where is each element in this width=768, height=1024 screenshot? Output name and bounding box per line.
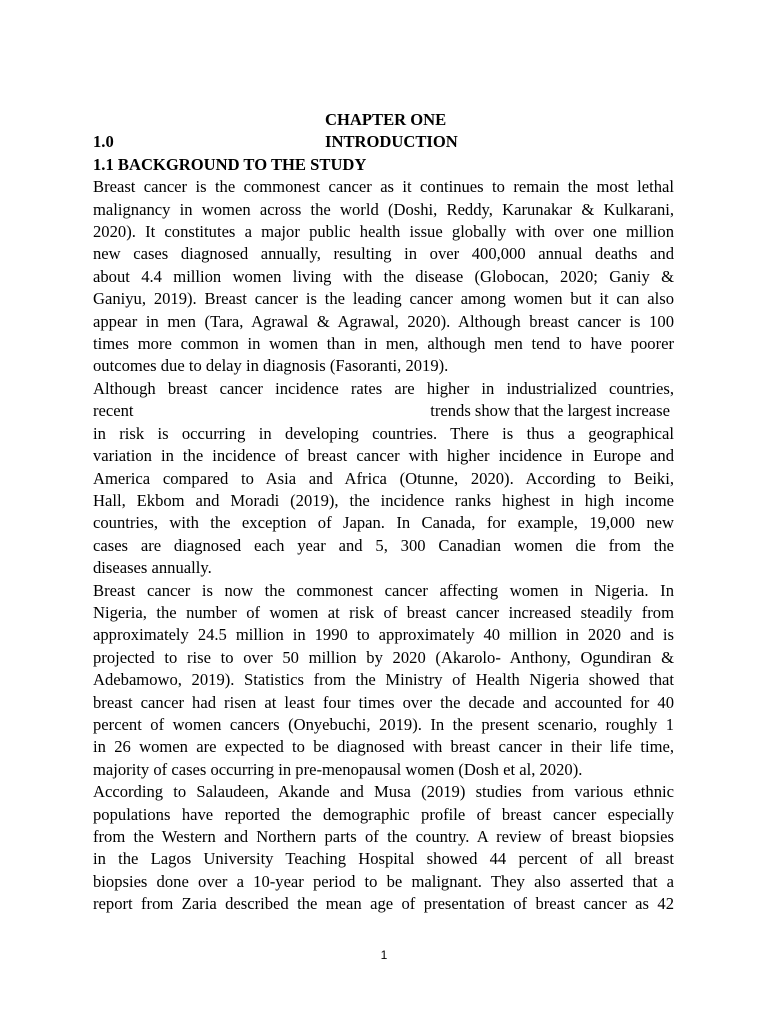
text-line: majority of cases occurring in pre-menopausal women (Dosh et al, 2020). [93,759,583,779]
paragraph-2 [93,378,674,580]
text-line: projected to rise to over 50 million by 2020 (Akarolo- Anthony, Ogundiran & [93,647,674,667]
chapter-title: CHAPTER ONE [325,110,447,129]
text-fragment: recent [93,401,134,421]
paragraph-1 [93,176,674,378]
document-body [93,109,674,916]
text-line: Hall, Ekbom and Moradi (2019), the incidence ranks highest in high income [93,490,674,510]
text-line: times more common in women than in men, although men tend to have poorer [93,334,674,354]
text-line: in the Lagos University Teaching Hospital showed 44 percent of all breast [93,849,674,869]
text-line: populations have reported the demographic profile of breast cancer especially [93,804,674,824]
text-line: Ganiyu, 2019). Breast cancer is the leading cancer among women but it can also [93,289,674,309]
text-line: in risk is occurring in developing countries. There is thus a geographical [93,423,674,443]
text-line: 2020). It constitutes a major public health issue globally with over one million [93,222,674,242]
text-line: biopsies done over a 10-year period to be malignant. They also asserted that a [93,871,674,891]
text-line: new cases diagnosed annually, resulting in over 400,000 annual deaths and [93,244,674,264]
text-line: report from Zaria described the mean age of presentation of breast cancer as 42 [93,894,674,914]
section-heading: 1.1 BACKGROUND TO THE STUDY [93,154,367,174]
text-line: Breast cancer is now the commonest cancer affecting women in Nigeria. In [93,580,674,600]
text-fragment: trends show that the largest increase [430,401,670,421]
text-line: diseases annually. [93,558,212,578]
text-line: Adebamowo, 2019). Statistics from the Ministry of Health Nigeria showed that [93,670,674,690]
text-line: According to Salaudeen, Akande and Musa (2019) studies from various ethnic [93,782,674,802]
text-line: appear in men (Tara, Agrawal & Agrawal, 2020). Although breast cancer is 100 [93,311,674,331]
chapter-subtitle: INTRODUCTION [325,132,458,152]
text-line: cases are diagnosed each year and 5, 300 Canadian women die from the [93,535,674,555]
text-line: outcomes due to delay in diagnosis (Fasoranti, 2019). [93,356,449,376]
text-line: Breast cancer is the commonest cancer as it continues to remain the most lethal [93,177,674,197]
text-line: variation in the incidence of breast cancer with higher incidence in Europe and [93,446,674,466]
chapter-heading-row [93,131,674,153]
text-line: America compared to Asia and Africa (Otunne, 2020). According to Beiki, [93,468,674,488]
text-line: breast cancer had risen at least four times over the decade and accounted for 40 [93,692,674,712]
text-line: malignancy in women across the world (Doshi, Reddy, Karunakar & Kulkarani, [93,199,674,219]
text-line: approximately 24.5 million in 1990 to approximately 40 million in 2020 and is [93,625,674,645]
text-line: about 4.4 million women living with the disease (Globocan, 2020; Ganiy & [93,266,674,286]
text-line: from the Western and Northern parts of the country. A review of breast biopsies [93,827,674,846]
text-line: Nigeria, the number of women at risk of breast cancer increased steadily from [93,602,674,622]
text-line: countries, with the exception of Japan. In Canada, for example, 19,000 new [93,513,674,533]
paragraph-3 [93,580,674,782]
chapter-number: 1.0 [93,132,114,152]
text-line: Although breast cancer incidence rates are higher in industrialized countries, [93,378,674,398]
text-line: percent of women cancers (Onyebuchi, 2019). In the present scenario, roughly 1 [93,714,674,734]
text-line: in 26 women are expected to be diagnosed with breast cancer in their life time, [93,737,674,757]
page-number: 1 [380,948,388,962]
text-line-gap [93,400,674,422]
paragraph-4 [93,781,674,915]
